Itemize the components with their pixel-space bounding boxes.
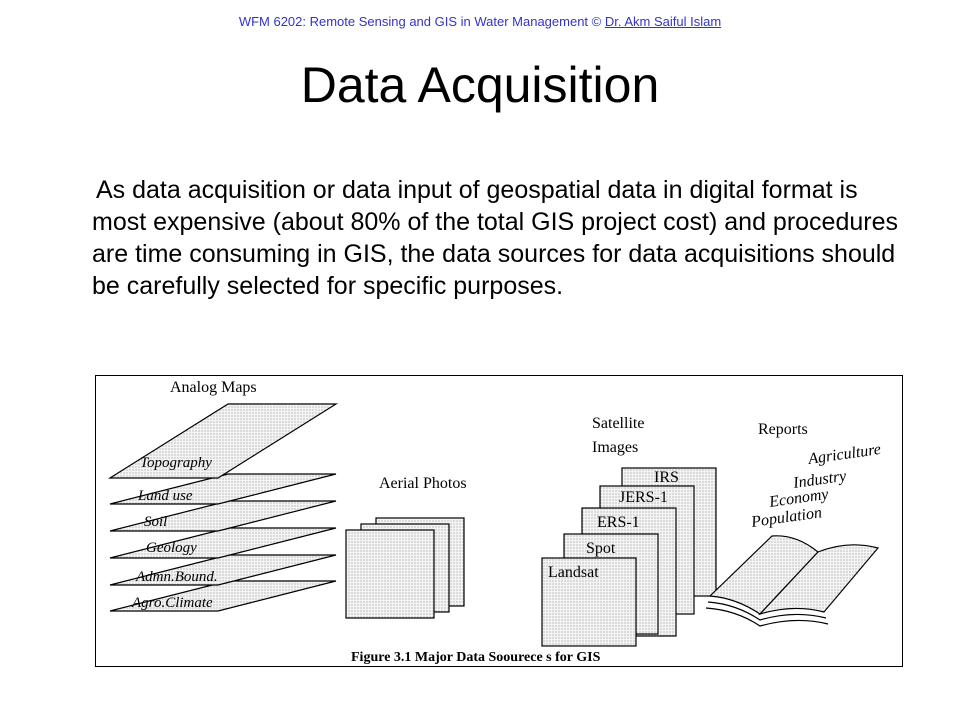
figure-illustration — [96, 376, 902, 666]
satellite-heading-line1: Satellite — [592, 415, 645, 432]
report-topic-population: Population — [750, 504, 823, 531]
aerial-photos-heading: Aerial Photos — [379, 475, 467, 492]
map-layer-geology — [110, 528, 336, 558]
slide-header — [0, 14, 960, 29]
report-topic-agriculture: Agriculture — [807, 440, 883, 468]
analog-maps-heading: Analog Maps — [170, 379, 257, 396]
layer-label-topography: Topography — [140, 455, 212, 471]
aerial-photo-1 — [346, 530, 434, 618]
course-title: WFM 6202: Remote Sensing and GIS in Water Management © — [238, 14, 605, 29]
satellite-heading-line2: Images — [592, 439, 639, 456]
sensor-label-irs: IRS — [654, 469, 679, 486]
layer-label-admn-bound: Admn.Bound. — [136, 569, 218, 585]
open-book-icon — [706, 536, 878, 626]
layer-label-geology: Geology — [146, 540, 197, 556]
report-topic-industry: Industry — [792, 467, 848, 492]
data-sources-figure — [95, 375, 903, 667]
aerial-photo-stack — [346, 518, 464, 618]
sensor-label-spot: Spot — [586, 540, 616, 557]
report-topic-economy: Economy — [768, 485, 830, 511]
body-paragraph: As data acquisition or data input of geospatial data in digital format is most expensive (about 80% of the total GIS project cost) and procedures are time consuming in GIS, the data sources for data acquisitions should be carefully selected for specific purposes. — [92, 176, 898, 300]
sensor-label-ers1: ERS-1 — [597, 514, 640, 531]
sensor-label-landsat: Landsat — [548, 564, 599, 581]
reports-heading: Reports — [758, 421, 808, 438]
layer-label-land-use: Land use — [138, 488, 193, 504]
author-link[interactable]: Dr. Akm Saiful Islam — [604, 14, 722, 29]
figure-caption: Figure 3.1 Major Data Soourece s for GIS — [351, 650, 601, 665]
layer-label-soil: Soil — [144, 514, 168, 530]
slide-title: Data Acquisition — [300, 57, 660, 113]
layer-label-agro-climate: Agro.Climate — [132, 595, 213, 611]
sensor-label-jers1: JERS-1 — [619, 489, 668, 506]
